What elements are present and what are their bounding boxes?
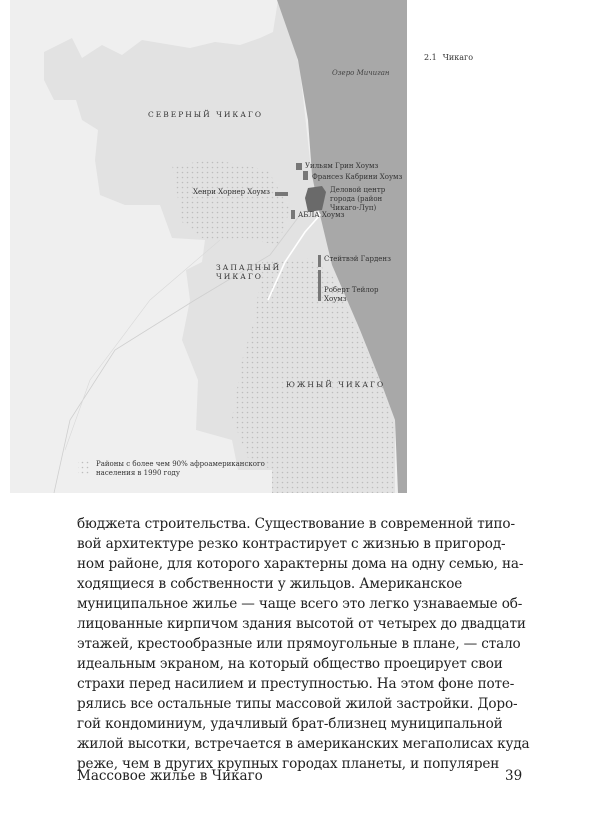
abla-homes-label: АБЛА Хоумз bbox=[298, 211, 345, 219]
body-line: этажей, крестообразные или прямоугольные в плане, — стало bbox=[77, 636, 521, 652]
legend-text-line1: Районы с более чем 90% афроамериканского bbox=[96, 460, 265, 468]
body-line: реже, чем в других крупных городах планеты, и популярен bbox=[77, 756, 500, 772]
taylor-homes-marker bbox=[318, 270, 321, 301]
district-west-label-line2: ЧИКАГО bbox=[216, 272, 263, 281]
green-homes-label: Уильям Грин Хоумз bbox=[305, 162, 379, 170]
district-north-label: СЕВЕРНЫЙ ЧИКАГО bbox=[148, 110, 264, 119]
body-line: жилой высотки, встречается в американских мегаполисах куда bbox=[77, 736, 530, 752]
cabrini-homes-label: Франсез Кабрини Хоумз bbox=[312, 173, 403, 181]
lake-label: Озеро Мичиган bbox=[332, 69, 390, 77]
body-paragraph bbox=[77, 514, 530, 774]
body-line: страхи перед насилием и преступностью. На этом фоне поте- bbox=[77, 676, 515, 692]
downtown-label-line3: Чикаго-Луп) bbox=[330, 204, 377, 212]
body-line: муниципальное жилье — чаще всего это легко узнаваемые об- bbox=[77, 596, 523, 612]
body-line: бюджета строительства. Существование в современной типо- bbox=[77, 516, 515, 532]
cabrini-homes-marker bbox=[303, 171, 308, 180]
stateway-gardens-marker bbox=[318, 255, 321, 267]
horner-homes-marker bbox=[275, 192, 288, 196]
downtown-label-line1: Деловой центр bbox=[330, 186, 386, 194]
legend-swatch bbox=[78, 460, 90, 474]
section-header bbox=[424, 53, 479, 62]
footer-book-title: Массовое жилье в Чикаго bbox=[77, 768, 263, 784]
section-number: 2.1 bbox=[424, 53, 437, 62]
horner-homes-label: Хенри Хорнер Хоумз bbox=[193, 188, 270, 196]
body-line: лицованные кирпичом здания высотой от четырех до двадцати bbox=[77, 616, 526, 632]
body-line: вой архитектуре резко контрастирует с жизнью в пригород- bbox=[77, 536, 506, 552]
taylor-homes-label-line1: Роберт Тейлор bbox=[324, 286, 379, 294]
map-figure bbox=[10, 0, 407, 493]
body-line: ходящиеся в собственности у жильцов. Американское bbox=[77, 576, 463, 592]
legend-text-line2: населения в 1990 году bbox=[96, 469, 180, 477]
district-south-label: ЮЖНЫЙ ЧИКАГО bbox=[286, 380, 386, 389]
stateway-gardens-label: Стейтвэй Гарденз bbox=[324, 255, 391, 263]
green-homes-marker bbox=[296, 163, 302, 170]
page-number: 39 bbox=[505, 768, 523, 784]
district-west-label-line1: ЗАПАДНЫЙ bbox=[216, 263, 282, 272]
body-line: рялись все остальные типы массовой жилой застройки. Доро- bbox=[77, 696, 518, 712]
body-line: гой кондоминиум, удачливый брат-близнец муниципальной bbox=[77, 716, 503, 732]
body-line: идеальным экраном, на который общество проецирует свои bbox=[77, 656, 503, 672]
abla-homes-marker bbox=[291, 210, 295, 219]
taylor-homes-label-line2: Хоумз bbox=[324, 295, 347, 303]
downtown-label-line2: города (район bbox=[330, 195, 383, 203]
section-title: Чикаго bbox=[442, 53, 474, 62]
body-line: ном районе, для которого характерны дома на одну семью, на- bbox=[77, 556, 524, 572]
